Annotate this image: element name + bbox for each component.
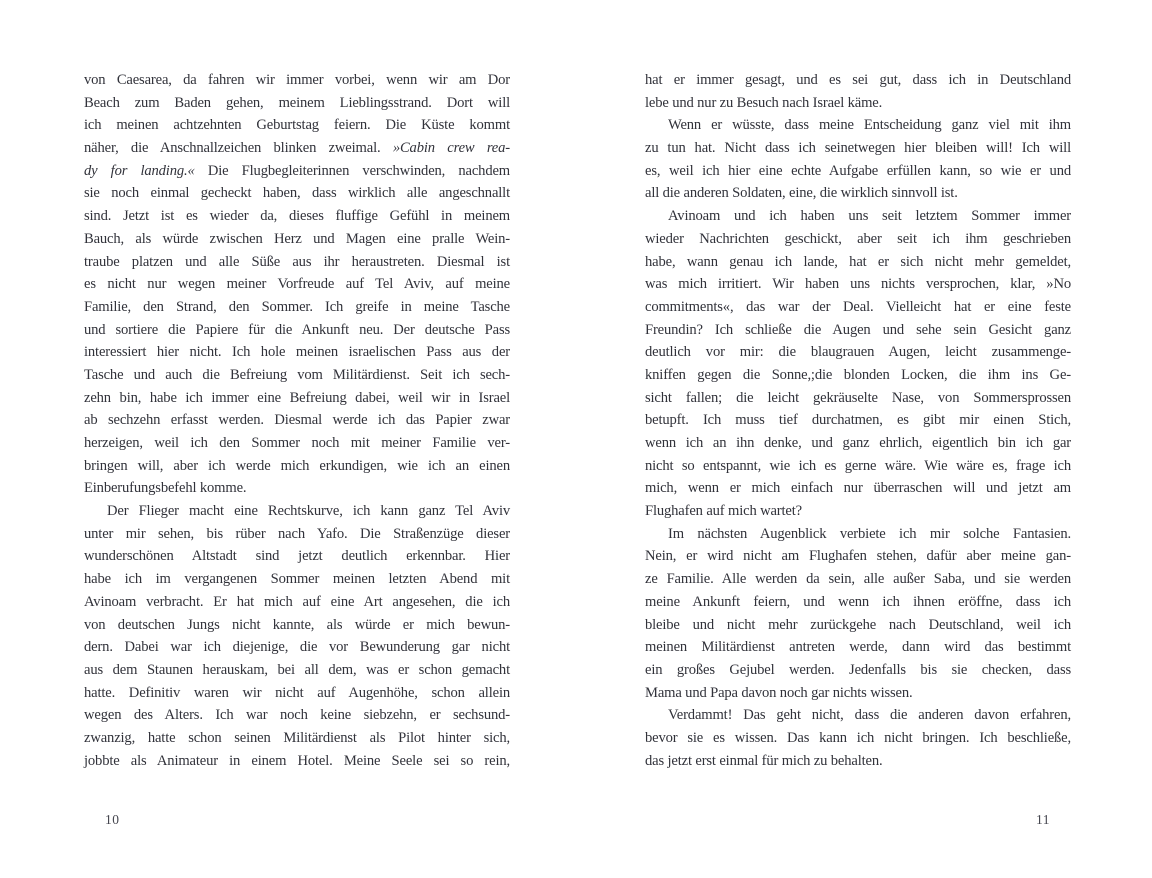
text-line: hatte. Definitiv waren wir nicht auf Augenhöhe, schon allein — [84, 684, 510, 701]
text-line: kniffen gegen die Sonne,;die blonden Locken, die ihm ins Ge- — [645, 366, 1071, 383]
text-line: ein großes Gejubel werden. Jedenfalls bis sie checken, dass — [645, 661, 1071, 678]
text-line: mich, wenn er mich einfach nur überraschen will und jetzt am — [645, 480, 1071, 497]
text-line: Verdammt! Das geht nicht, dass die anderen davon erfahren, — [668, 707, 1071, 724]
text-line: jobbte als Animateur in einem Hotel. Meine Seele sei so rein, — [84, 752, 510, 769]
text-line: zehn bin, habe ich immer eine Befreiung dabei, weil wir in Israel — [84, 389, 510, 406]
text-line: es, weil ich hier eine echte Aufgabe erfüllen kann, so wie er und — [645, 162, 1071, 179]
text-line: das jetzt erst einmal für mich zu behalten. — [645, 752, 883, 769]
text-line: Flughafen auf mich wartet? — [645, 503, 802, 520]
text-line: wunderschönen Altstadt sind jetzt deutlich erkennbar. Hier — [84, 548, 510, 565]
text-line: ab sechzehn erfasst werden. Diesmal werde ich das Papier zwar — [84, 412, 510, 429]
text-line: zwanzig, hatte schon seinen Militärdienst als Pilot hinter sich, — [84, 729, 510, 746]
text-line: Einberufungsbefehl komme. — [84, 480, 247, 497]
text-line: sie noch einmal gecheckt haben, dass wirklich alle angeschnallt — [84, 185, 510, 202]
text-line: hat er immer gesagt, und es sei gut, dass ich in Deutschland — [645, 72, 1071, 88]
text-line: Familie, den Strand, den Sommer. Ich greife in meine Tasche — [84, 298, 510, 315]
text-line: ze Familie. Alle werden da sein, alle außer Saba, und sie werden — [645, 571, 1071, 588]
text-line: nicht so entspannt, wie ich es gerne wäre. Wie wäre es, frage ich — [645, 457, 1071, 474]
text-line: bevor sie es wissen. Das kann ich nicht bringen. Ich beschließe, — [645, 729, 1071, 746]
page-right-text-block — [645, 0, 1071, 772]
text-line: dy for landing.« Die Flugbegleiterinnen verschwinden, nachdem — [84, 162, 510, 179]
text-line: interessiert hier nicht. Ich hole meinen israelischen Pass aus der — [84, 344, 510, 361]
text-line: Avinoam und ich haben uns seit letztem Sommer immer — [668, 208, 1071, 225]
text-line: von deutschen Jungs nicht kannte, als würde er mich bewun- — [84, 616, 510, 633]
text-line: wegen des Alters. Ich war noch keine siebzehn, er sechsund- — [84, 707, 510, 724]
text-line: Avinoam verbracht. Er hat mich auf eine Art angesehen, die ich — [84, 593, 510, 610]
text-line: unter mir sehen, bis rüber nach Yafo. Die Straßenzüge dieser — [84, 525, 510, 542]
text-line: all die anderen Soldaten, eine, die wirklich sinnvoll ist. — [645, 185, 958, 202]
text-line: Mama und Papa davon noch gar nichts wissen. — [645, 684, 913, 701]
text-line: und sortiere die Papiere für die Ankunft neu. Der deutsche Pass — [84, 321, 510, 338]
text-line: es nicht nur wegen meiner Vorfreude auf Tel Aviv, auf meine — [84, 276, 510, 293]
text-line: Bauch, als würde zwischen Herz und Magen eine pralle Wein- — [84, 230, 510, 247]
text-line: Beach zum Baden gehen, meinem Lieblingsstrand. Dort will — [84, 94, 510, 111]
text-line: sind. Jetzt ist es wieder da, dieses fluffige Gefühl in meinem — [84, 208, 510, 225]
text-line: zu tun hat. Nicht dass ich seinetwegen hier bleiben will! Ich will — [645, 140, 1071, 157]
text-line: bleibe und nicht mehr zurückgehe nach Deutschland, weil ich — [645, 616, 1071, 633]
text-line: was mich irritiert. Wir haben uns nichts versprochen, klar, »No — [645, 276, 1071, 293]
page-right-number: 11 — [1036, 812, 1050, 827]
text-line: näher, die Anschnallzeichen blinken zweimal. »Cabin crew rea- — [84, 140, 510, 157]
text-line: traube platzen und alle Süße aus ihr heraustreten. Diesmal ist — [84, 253, 510, 270]
text-line: sicht fallen; die leicht gekräuselte Nase, von Sommersprossen — [645, 389, 1071, 406]
text-line: meinen Militärdienst antreten werde, dann wird das bestimmt — [645, 639, 1071, 656]
text-line: aus dem Staunen herauskam, bei all dem, was er schon gemacht — [84, 661, 510, 678]
text-line: dern. Dabei war ich diejenige, die vor Bewunderung gar nicht — [84, 639, 510, 656]
text-line: habe ich im vergangenen Sommer meinen letzten Abend mit — [84, 571, 510, 588]
text-line: lebe und nur zu Besuch nach Israel käme. — [645, 94, 883, 111]
text-line: betupft. Ich muss tief durchatmen, es gibt mir einen Stich, — [645, 412, 1071, 429]
text-line: meine Ankunft feiern, und wenn ich ihnen eröffne, dass ich — [645, 593, 1071, 610]
text-line: deutlich vor mir: die blaugrauen Augen, leicht zusammenge- — [645, 344, 1071, 361]
text-line: wieder Nachrichten geschickt, aber seit ich ihm geschrieben — [645, 230, 1071, 247]
text-line: Tasche und auch die Befreiung vom Militärdienst. Seit ich sech- — [84, 366, 510, 383]
text-line: ich meinen achtzehnten Geburtstag feiern. Die Küste kommt — [84, 117, 510, 134]
text-line: commitments«, das war der Deal. Vielleicht hat er eine feste — [645, 298, 1071, 315]
page-left-text-block — [84, 0, 510, 772]
text-line: Freundin? Ich schließe die Augen und sehe sein Gesicht ganz — [645, 321, 1071, 338]
text-line: Im nächsten Augenblick verbiete ich mir solche Fantasien. — [668, 525, 1071, 542]
text-line: Wenn er wüsste, dass meine Entscheidung ganz viel mit ihm — [668, 117, 1071, 134]
text-line: Nein, er wird nicht am Flughafen stehen, dafür aber meine gan- — [645, 548, 1071, 565]
page-left-number: 10 — [105, 812, 120, 827]
text-line: Der Flieger macht eine Rechtskurve, ich kann ganz Tel Aviv — [107, 503, 510, 520]
text-line: bringen will, aber ich werde mich erkundigen, wie ich an einen — [84, 457, 510, 474]
text-line: wenn ich an ihn denke, und ganz ehrlich, eigentlich bin ich gar — [645, 435, 1071, 451]
page-right — [576, 0, 1152, 878]
text-line: habe, wann genau ich lande, hat er sich nicht mehr gemeldet, — [645, 253, 1071, 270]
text-line: herzeigen, weil ich den Sommer noch mit meiner Familie ver- — [84, 435, 510, 451]
text-line: von Caesarea, da fahren wir immer vorbei, wenn wir am Dor — [84, 72, 510, 88]
